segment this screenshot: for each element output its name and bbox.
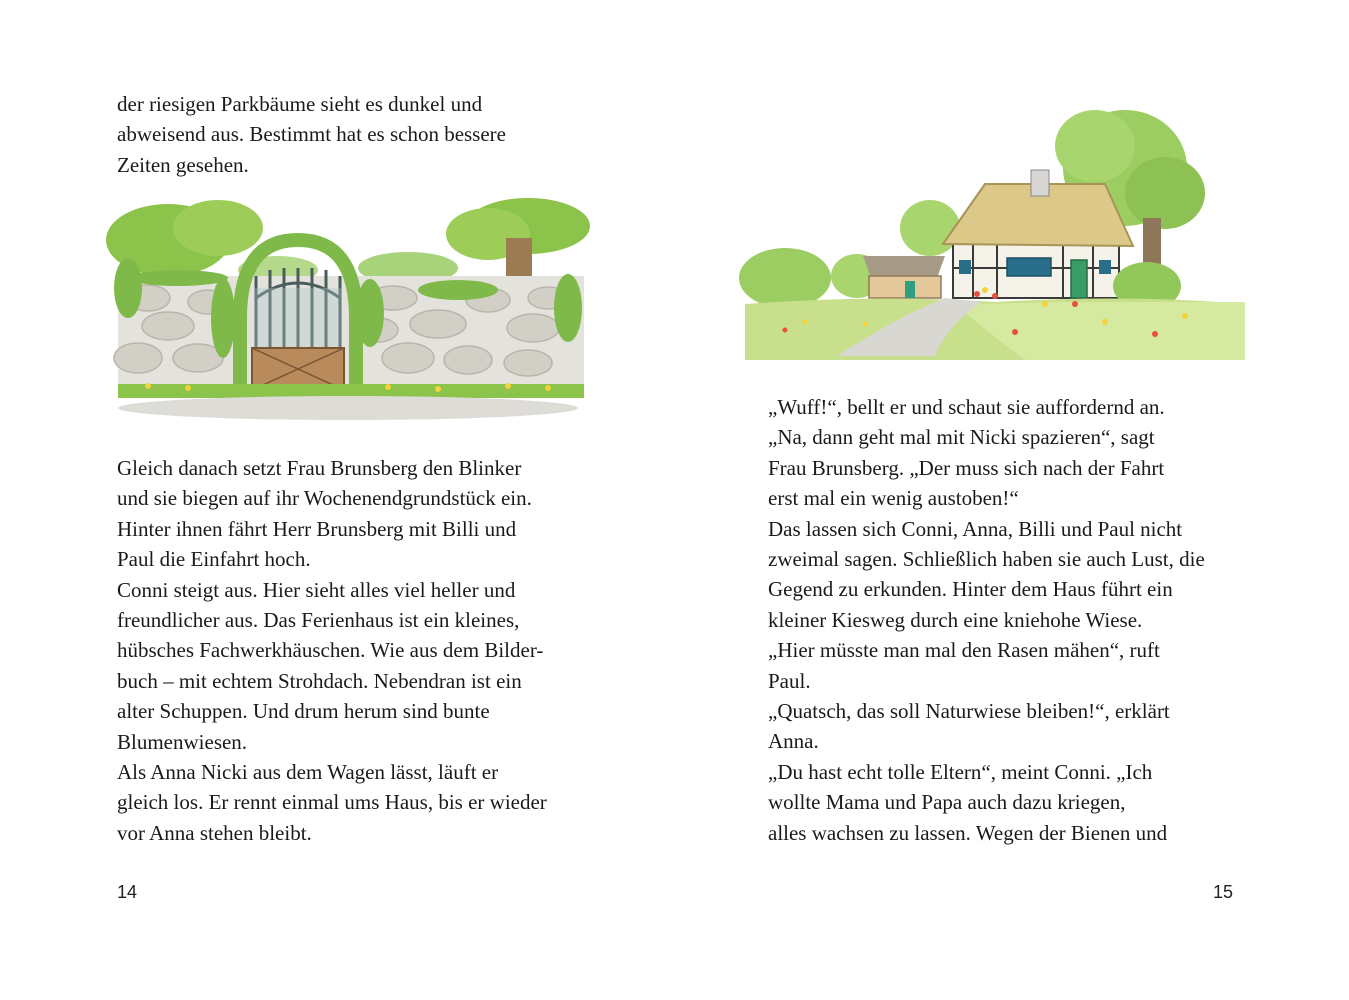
page-number: 15 [1213, 882, 1234, 902]
text-line: buch – mit echtem Strohdach. Nebendran ist ein [117, 668, 522, 693]
text-line: Gegend zu erkunden. Hinter dem Haus führt ein [768, 577, 1173, 602]
text-line: kleiner Kiesweg durch eine kniehohe Wiese. [768, 607, 1143, 632]
text-line: „Quatsch, das soll Naturwiese bleiben!“, erklärt [768, 699, 1170, 724]
text-line: Frau Brunsberg. „Der muss sich nach der Fahrt [768, 455, 1165, 480]
text-line: hübsches Fachwerkhäuschen. Wie aus dem Bilder- [117, 638, 544, 663]
text-line: „Hier müsste man mal den Rasen mähen“, ruft [768, 638, 1160, 663]
text-line: abweisend aus. Bestimmt hat es schon bessere [117, 122, 506, 147]
text-line: alles wachsen zu lassen. Wegen der Bienen und [768, 820, 1168, 845]
cottage-illustration [745, 98, 1245, 360]
text-line: „Na, dann geht mal mit Nicki spazieren“, sagt [768, 425, 1155, 450]
text-line: Paul. [768, 668, 811, 693]
right-main-paragraph [768, 392, 1205, 848]
text-line: Blumenwiesen. [117, 729, 248, 754]
garden-gate-illustration [108, 198, 588, 426]
text-line: Gleich danach setzt Frau Brunsberg den Blinker [117, 456, 522, 480]
text-line: und sie biegen auf ihr Wochenendgrundstück ein. [117, 486, 532, 511]
text-line: Das lassen sich Conni, Anna, Billi und Paul nicht [768, 516, 1183, 541]
text-line: freundlicher aus. Das Ferienhaus ist ein kleines, [117, 608, 520, 633]
text-line: Hinter ihnen fährt Herr Brunsberg mit Billi und [117, 516, 517, 541]
text-line: der riesigen Parkbäume sieht es dunkel und [117, 92, 483, 116]
left-main-paragraph [117, 453, 547, 848]
page-number: 14 [117, 882, 138, 902]
left-top-paragraph [117, 89, 506, 180]
right-page [675, 0, 1349, 1000]
text-line: gleich los. Er rennt einmal ums Haus, bis er wieder [117, 790, 547, 815]
text-line: Als Anna Nicki aus dem Wagen lässt, läuft er [117, 760, 499, 785]
text-line: zweimal sagen. Schließlich haben sie auch Lust, die [768, 547, 1205, 572]
text-line: Conni steigt aus. Hier sieht alles viel heller und [117, 577, 516, 602]
text-line: Anna. [768, 729, 819, 754]
text-line: wollte Mama und Papa auch dazu kriegen, [768, 790, 1126, 815]
text-line: „Du hast echt tolle Eltern“, meint Conni. „Ich [768, 759, 1153, 784]
text-line: Paul die Einfahrt hoch. [117, 547, 311, 572]
text-line: vor Anna stehen bleibt. [117, 820, 312, 845]
text-line: erst mal ein wenig austoben!“ [768, 486, 1019, 511]
text-line: alter Schuppen. Und drum herum sind bunte [117, 699, 490, 724]
text-line: Zeiten gesehen. [117, 152, 249, 177]
text-line: „Wuff!“, bellt er und schaut sie auffordernd an. [768, 395, 1165, 419]
